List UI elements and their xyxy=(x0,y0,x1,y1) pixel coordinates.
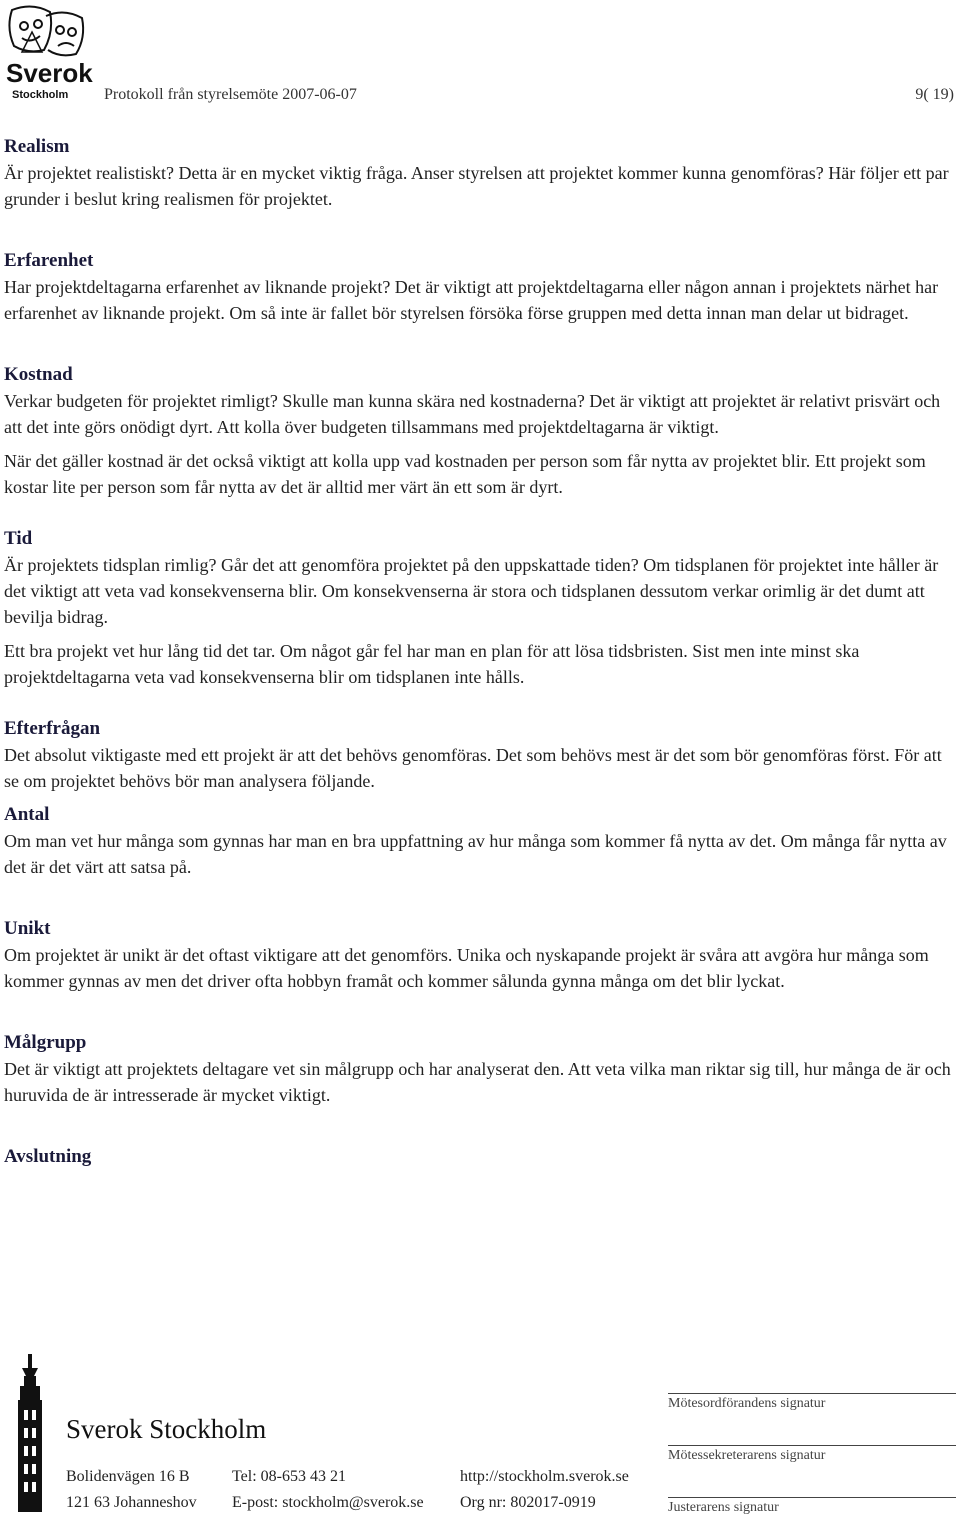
sverok-logo xyxy=(2,2,98,102)
signature-label-adjuster: Justerarens signatur xyxy=(668,1500,779,1515)
paragraph: Ett bra projekt vet hur lång tid det tar. Om något går fel har man en plan för att lösa tidsbristen. Sist men inte minst ska projektdeltagarna veta vad konsekvenserna blir om tidsplanen inte hålls. xyxy=(4,641,860,687)
document-body xyxy=(4,134,954,1170)
section-tid xyxy=(4,526,954,690)
paragraph: Är projektets tidsplan rimlig? Går det att genomföra projektet på den uppskattade tiden? Om tidsplanen för projektet inte håller är det viktigt att veta vad konsekvenserna blir. Om konsekvenserna är stora och tidsplanen dessutom verkar orimlig är det dumt att bevilja bidrag. xyxy=(4,555,939,627)
section-heading: Realism xyxy=(4,136,70,157)
paragraph: Om projektet är unikt är det oftast viktigare att det genomförs. Unika och nyskapande projekt är svåra att avgöra hur många som kommer gynnas av men det driver ofta hobbyn framåt och kommer sålunda gynna många om det blir lyckat. xyxy=(4,945,929,991)
footer-phone: Tel: 08-653 43 21 xyxy=(232,1468,346,1485)
paragraph: Är projektet realistiskt? Detta är en mycket viktig fråga. Anser styrelsen att projektet kommer kunna genomföras? Här följer ett par grunder i beslut kring realismen för projektet. xyxy=(4,163,949,209)
section-heading: Unikt xyxy=(4,918,51,939)
footer-url[interactable]: http://stockholm.sverok.se xyxy=(460,1468,629,1485)
footer-email[interactable]: E-post: stockholm@sverok.se xyxy=(232,1494,424,1511)
section-avslutning xyxy=(4,1144,954,1170)
signature-line xyxy=(668,1393,956,1394)
stadshuset-tower-icon xyxy=(10,1354,50,1514)
paragraph: Det är viktigt att projektets deltagare vet sin målgrupp och har analyserat den. Att veta vilka man riktar sig till, hur många de är och huruvida de är intresserade är mycket viktigt. xyxy=(4,1059,951,1105)
footer-brand: Sverok Stockholm xyxy=(66,1414,267,1444)
signature-label-secretary: Mötessekreterarens signatur xyxy=(668,1448,826,1463)
section-heading: Tid xyxy=(4,528,33,549)
paragraph: Om man vet hur många som gynnas har man en bra uppfattning av hur många som kommer få nytta av det. Om många får nytta av det är det värt att satsa på. xyxy=(4,831,947,877)
section-realism xyxy=(4,134,954,212)
document-title: Protokoll från styrelsemöte 2007-06-07 xyxy=(104,86,357,103)
section-efterfragan xyxy=(4,716,954,794)
section-kostnad xyxy=(4,362,954,500)
svg-text:Stockholm: Stockholm xyxy=(12,89,69,101)
paragraph: Det absolut viktigaste med ett projekt är att det behövs genomföras. Det som behövs mest är det som bör genomföras först. För att se om projektet behövs bör man analysera följande. xyxy=(4,745,942,791)
paragraph: Verkar budgeten för projektet rimligt? Skulle man kunna skära ned kostnaderna? Det är viktigt att projektet är relativt prisvärt och att det inte görs onödigt dyrt. Att kolla över budgeten tillsammans med projektdeltagarna är viktigt. xyxy=(4,391,941,437)
section-heading: Efterfrågan xyxy=(4,718,101,739)
section-antal xyxy=(4,802,954,880)
section-heading: Målgrupp xyxy=(4,1032,87,1053)
svg-text:Sverok: Sverok xyxy=(6,58,93,88)
signature-line xyxy=(668,1445,956,1446)
section-heading: Antal xyxy=(4,804,50,825)
page-number: 9( 19) xyxy=(915,86,954,103)
section-heading: Avslutning xyxy=(4,1146,92,1167)
signature-label-chair: Mötesordförandens signatur xyxy=(668,1396,826,1411)
section-unikt xyxy=(4,916,954,994)
footer-orgnr: Org nr: 802017-0919 xyxy=(460,1494,596,1511)
section-malgrupp xyxy=(4,1030,954,1108)
footer-address-street: Bolidenvägen 16 B xyxy=(66,1468,190,1485)
section-heading: Kostnad xyxy=(4,364,73,385)
section-erfarenhet xyxy=(4,248,954,326)
footer-address-postal: 121 63 Johanneshov xyxy=(66,1494,197,1511)
section-heading: Erfarenhet xyxy=(4,250,94,271)
paragraph: Har projektdeltagarna erfarenhet av liknande projekt? Det är viktigt att projektdeltagarna eller någon annan i projektets närhet har erfarenhet av liknande projekt. Om så inte är fallet bör styrelsen försöka förse gruppen med detta innan man delar ut bidraget. xyxy=(4,277,939,323)
paragraph: När det gäller kostnad är det också viktigt att kolla upp vad kostnaden per person som får nytta av projektet blir. Ett projekt som kostar lite per person som får nytta av det är alltid mer värt än ett som är dyrt. xyxy=(4,451,926,497)
signature-line xyxy=(668,1497,956,1498)
